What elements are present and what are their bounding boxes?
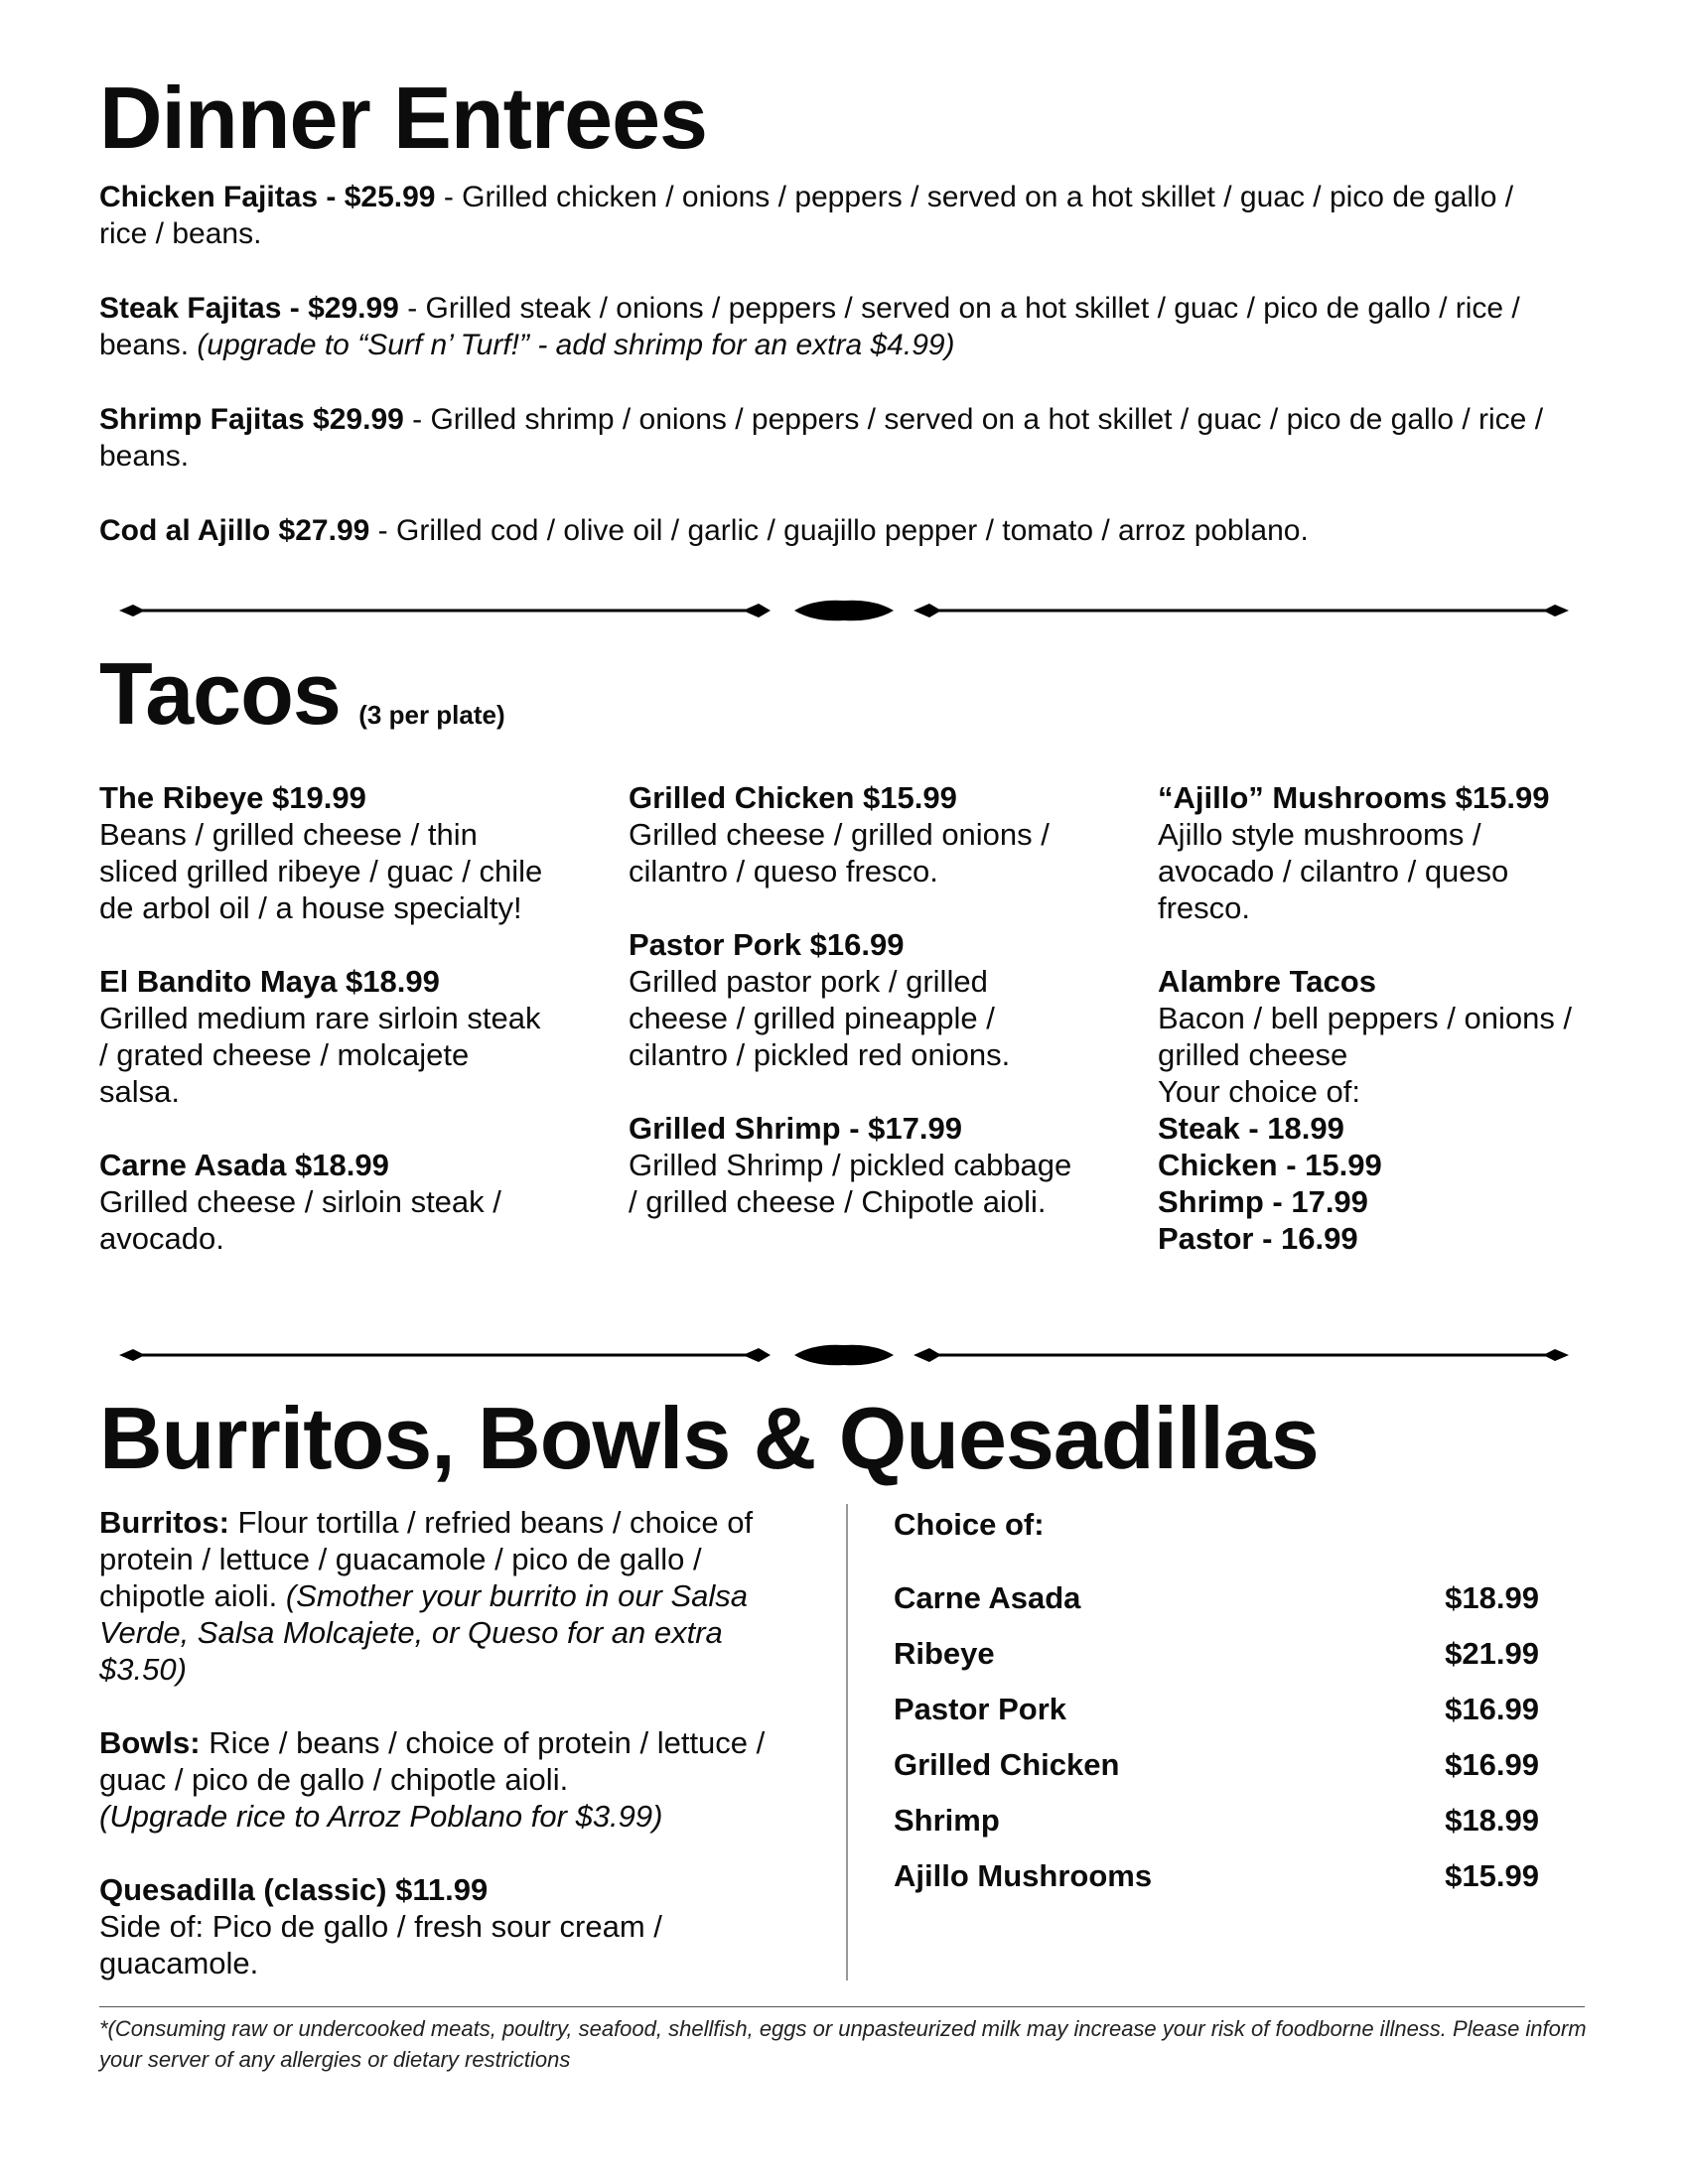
protein-name: Pastor Pork	[894, 1692, 1067, 1726]
ornamental-divider	[119, 1340, 1569, 1370]
taco-name: Grilled Shrimp - $17.99	[629, 1111, 962, 1146]
burritos-bowls-column	[99, 1504, 809, 2018]
protein-choice-row	[894, 1580, 1539, 1620]
quesadilla-name: Quesadilla (classic) $11.99	[99, 1872, 489, 1907]
taco-name: “Ajillo” Mushrooms $15.99	[1158, 780, 1550, 815]
alambre-option: Shrimp - 17.99	[1158, 1184, 1368, 1219]
taco-item	[99, 1147, 556, 1257]
taco-item	[629, 1110, 1085, 1220]
tacos-column-3	[1158, 779, 1585, 1294]
quesadilla-entry	[99, 1871, 809, 1981]
allergy-footnote: *(Consuming raw or undercooked meats, poultry, seafood, shellfish, eggs or unpasteurized milk may increase your risk of foodborne illness. Please inform your server of any allergies or dietary restrictions	[99, 2016, 1587, 2072]
protein-choice-row	[894, 1747, 1539, 1787]
burritos-entry	[99, 1504, 809, 1688]
dinner-entrees-heading: Dinner Entrees	[99, 68, 707, 167]
protein-name: Grilled Chicken	[894, 1747, 1120, 1782]
bowls-label: Bowls:	[99, 1725, 201, 1760]
entree-name: Shrimp Fajitas $29.99	[99, 403, 404, 436]
taco-desc: Grilled Shrimp / pickled cabbage / grilled cheese / Chipotle aioli.	[629, 1148, 1072, 1219]
taco-desc: Beans / grilled cheese / thin sliced grilled ribeye / guac / chile de arbol oil / a house specialty!	[99, 817, 543, 925]
taco-desc: Ajillo style mushrooms / avocado / cilantro / queso fresco.	[1158, 817, 1509, 925]
alambre-option: Steak - 18.99	[1158, 1111, 1344, 1146]
burritos-label: Burritos:	[99, 1505, 229, 1540]
entree-desc: - Grilled shrimp / onions / peppers / served on a hot skillet / guac / pico de gallo / rice / beans.	[99, 403, 1544, 473]
column-divider	[846, 1504, 848, 1980]
protein-price: $18.99	[1445, 1803, 1539, 1838]
protein-choice-row	[894, 1858, 1539, 1898]
entree-shrimp-fajitas	[99, 401, 1569, 475]
taco-item	[629, 926, 1085, 1073]
taco-item	[1158, 779, 1585, 926]
entree-chicken-fajitas	[99, 179, 1569, 252]
alambre-option: Pastor - 16.99	[1158, 1221, 1358, 1256]
entree-name: Steak Fajitas - $29.99	[99, 292, 399, 325]
protein-choice-row	[894, 1803, 1539, 1843]
taco-desc: Grilled pastor pork / grilled cheese / grilled pineapple / cilantro / pickled red onions.	[629, 964, 1011, 1072]
bowls-note: (Upgrade rice to Arroz Poblano for $3.99)	[99, 1799, 663, 1834]
footnote-rule	[99, 2006, 1585, 2007]
entree-cod-al-ajillo	[99, 512, 1569, 549]
bowls-entry	[99, 1724, 809, 1835]
protein-choice-row	[894, 1692, 1539, 1731]
tacos-column-1	[99, 779, 556, 1294]
burritos-heading: Burritos, Bowls & Quesadillas	[99, 1389, 1319, 1487]
alambre-tacos	[1158, 963, 1585, 1257]
bowls-desc: Rice / beans / choice of protein / lettuce / guac / pico de gallo / chipotle aioli.	[99, 1725, 766, 1797]
protein-name: Carne Asada	[894, 1580, 1081, 1615]
entree-steak-fajitas	[99, 290, 1569, 363]
protein-name: Ajillo Mushrooms	[894, 1858, 1153, 1893]
protein-name: Shrimp	[894, 1803, 1000, 1838]
entree-desc: - Grilled chicken / onions / peppers / served on a hot skillet / guac / pico de gallo / rice / beans.	[99, 181, 1514, 250]
entree-note: (upgrade to “Surf n’ Turf!” - add shrimp for an extra $4.99)	[197, 329, 955, 361]
burritos-note: (Smother your burrito in our Salsa Verde, Salsa Molcajete, or Queso for an extra $3.50)	[99, 1578, 749, 1687]
taco-name: Pastor Pork $16.99	[629, 927, 905, 962]
protein-price: $15.99	[1445, 1858, 1539, 1893]
protein-price: $18.99	[1445, 1580, 1539, 1615]
entree-name: Cod al Ajillo $27.99	[99, 514, 370, 547]
burritos-desc: Flour tortilla / refried beans / choice of protein / lettuce / guacamole / pico de gallo / chipotle aioli.	[99, 1505, 754, 1613]
taco-item	[99, 963, 556, 1110]
entree-desc: - Grilled steak / onions / peppers / served on a hot skillet / guac / pico de gallo / rice / beans.	[99, 292, 1520, 361]
quesadilla-desc: Side of: Pico de gallo / fresh sour cream / guacamole.	[99, 1909, 662, 1980]
tacos-heading-group	[99, 644, 505, 743]
tacos-column-2	[629, 779, 1085, 1257]
protein-price: $21.99	[1445, 1636, 1539, 1671]
choice-of-title: Choice of:	[894, 1507, 1045, 1542]
protein-price: $16.99	[1445, 1692, 1539, 1726]
taco-desc: Grilled cheese / grilled onions / cilantro / queso fresco.	[629, 817, 1050, 888]
ornamental-divider	[119, 596, 1569, 625]
taco-desc: Bacon / bell peppers / onions / grilled cheese	[1158, 1001, 1573, 1072]
taco-name: Carne Asada $18.99	[99, 1148, 389, 1182]
taco-item	[629, 779, 1085, 889]
taco-name: Alambre Tacos	[1158, 964, 1376, 999]
tacos-subtitle: (3 per plate)	[358, 700, 505, 730]
taco-name: The Ribeye $19.99	[99, 780, 366, 815]
entree-name: Chicken Fajitas - $25.99	[99, 181, 436, 213]
protein-price: $16.99	[1445, 1747, 1539, 1782]
alambre-choice-label: Your choice of:	[1158, 1074, 1360, 1109]
entree-desc: - Grilled cod / olive oil / garlic / guajillo pepper / tomato / arroz poblano.	[369, 514, 1309, 547]
alambre-option: Chicken - 15.99	[1158, 1148, 1382, 1182]
protein-name: Ribeye	[894, 1636, 995, 1671]
taco-desc: Grilled medium rare sirloin steak / grated cheese / molcajete salsa.	[99, 1001, 541, 1109]
protein-choice-row	[894, 1636, 1539, 1676]
taco-desc: Grilled cheese / sirloin steak / avocado.	[99, 1184, 501, 1256]
taco-item	[99, 779, 556, 926]
taco-name: El Bandito Maya $18.99	[99, 964, 440, 999]
taco-name: Grilled Chicken $15.99	[629, 780, 957, 815]
tacos-heading: Tacos	[99, 644, 341, 743]
